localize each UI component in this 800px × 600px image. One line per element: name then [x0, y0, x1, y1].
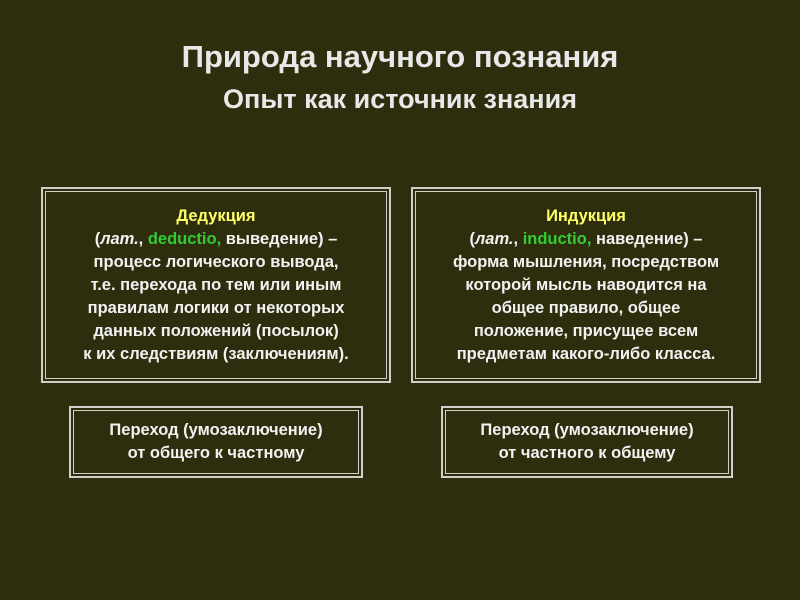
induction-line: форма мышления, посредством	[452, 252, 720, 271]
induction-summary-content	[445, 410, 729, 474]
induction-line: предметам какого-либо класса.	[456, 344, 716, 363]
induction-lat-abbr: лат.	[475, 229, 514, 248]
slide-title: Природа научного познания	[181, 39, 619, 74]
induction-etymology	[470, 228, 703, 251]
induction-latin-word: inductio,	[522, 229, 592, 248]
induction-summary-box	[441, 406, 733, 478]
induction-definition-content	[415, 191, 757, 379]
deduction-line: к их следствиям (заключениям).	[83, 344, 349, 363]
deduction-lat-abbr: лат.	[100, 229, 139, 248]
deduction-line: т.е. перехода по тем или иным	[90, 275, 342, 294]
induction-summary-line: от частного к общему	[498, 444, 676, 462]
deduction-line: данных положений (посылок)	[93, 321, 339, 340]
induction-term: Индукция	[546, 206, 626, 225]
deduction-term: Дедукция	[176, 206, 256, 225]
induction-etymology-rest: наведение) –	[591, 229, 703, 248]
deduction-etymology	[95, 228, 338, 251]
deduction-definition-box	[41, 187, 391, 383]
induction-line: положение, присущее всем	[473, 321, 699, 340]
deduction-summary-line: Переход (умозаключение)	[109, 421, 323, 439]
deduction-etymology-rest: выведение) –	[221, 229, 338, 248]
deduction-latin-word: deductio,	[147, 229, 222, 248]
deduction-definition-content	[45, 191, 387, 379]
deduction-line: процесс логического вывода,	[93, 252, 339, 271]
deduction-comma: ,	[138, 229, 148, 248]
deduction-line: правилам логики от некоторых	[87, 298, 345, 317]
deduction-paren: (	[94, 229, 101, 248]
induction-paren: (	[469, 229, 476, 248]
deduction-summary-box	[69, 406, 363, 478]
induction-line: которой мысль наводится на	[465, 275, 707, 294]
deduction-summary-line: от общего к частному	[127, 444, 305, 462]
deduction-summary-content	[73, 410, 359, 474]
induction-comma: ,	[513, 229, 523, 248]
induction-definition-box	[411, 187, 761, 383]
induction-summary-line: Переход (умозаключение)	[480, 421, 694, 439]
slide-subtitle: Опыт как источник знания	[223, 84, 577, 114]
induction-line: общее правило, общее	[491, 298, 681, 317]
